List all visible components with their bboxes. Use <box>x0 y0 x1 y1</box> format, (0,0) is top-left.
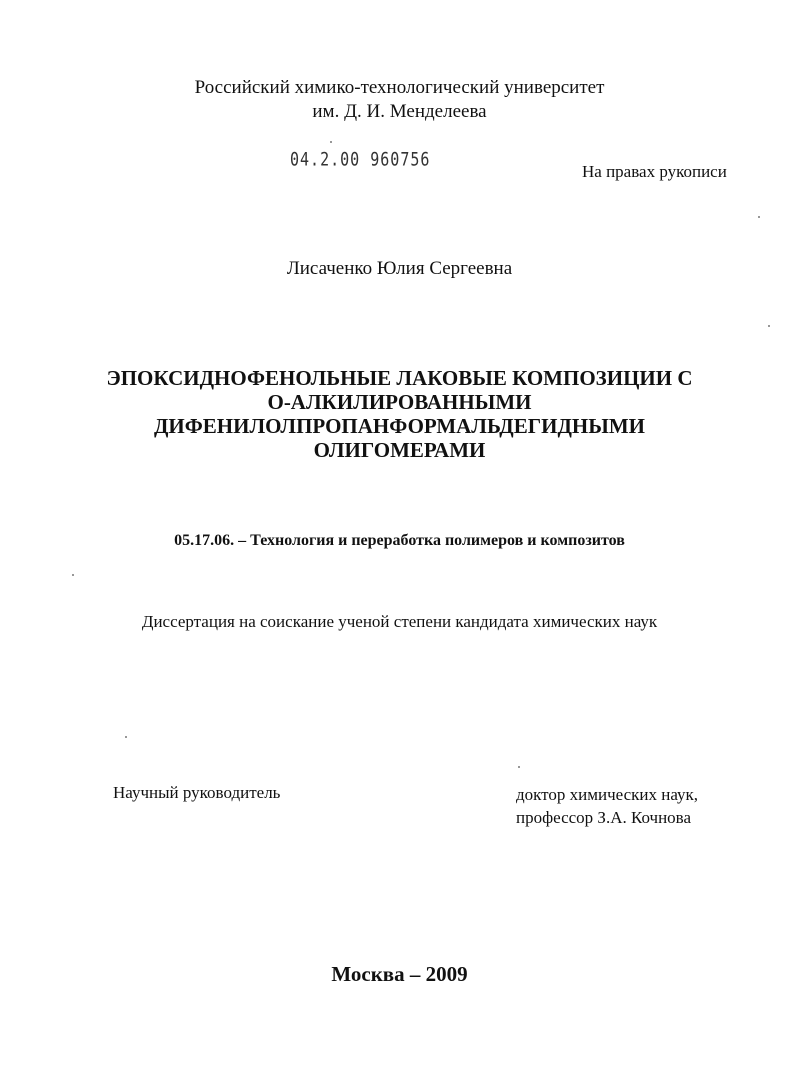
dissertation-title-line: ЭПОКСИДНОФЕНОЛЬНЫЕ ЛАКОВЫЕ КОМПОЗИЦИИ С <box>106 366 693 390</box>
dissertation-type: Диссертация на соискание ученой степени кандидата химических наук <box>141 612 658 631</box>
supervisor-degree: доктор химических наук, <box>516 785 699 804</box>
dissertation-title-line: ДИФЕНИЛОЛПРОПАНФОРМАЛЬДЕГИДНЫМИ <box>153 414 646 438</box>
specialty-code: 05.17.06. – Технология и переработка полимеров и композитов <box>174 532 625 549</box>
supervisor-name: профессор З.А. Кочнова <box>516 808 692 827</box>
university-honorific: им. Д. И. Менделеева <box>312 101 487 122</box>
city-year: Москва – 2009 <box>331 962 468 986</box>
scan-speck <box>758 216 760 218</box>
supervisor-label: Научный руководитель <box>113 783 281 802</box>
scan-speck <box>330 141 332 143</box>
scan-speck <box>518 766 520 768</box>
scan-speck <box>72 574 74 576</box>
dissertation-title-line: ОЛИГОМЕРАМИ <box>313 438 486 462</box>
scan-speck <box>768 325 770 327</box>
scan-speck <box>125 736 127 738</box>
dissertation-title-line: О-АЛКИЛИРОВАННЫМИ <box>267 390 532 414</box>
library-stamp-number: 04.2.00 960756 <box>290 148 431 171</box>
university-name: Российский химико-технологический университет <box>194 77 605 98</box>
author-name: Лисаченко Юлия Сергеевна <box>286 258 513 279</box>
rights-note: На правах рукописи <box>582 162 727 181</box>
